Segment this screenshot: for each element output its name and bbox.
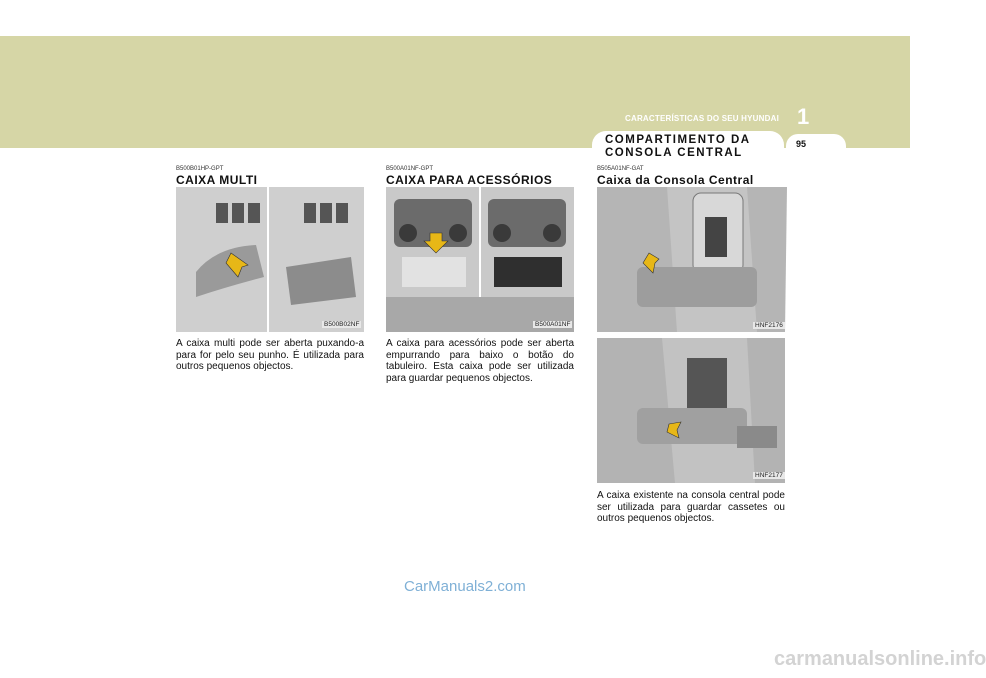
section-heading: CAIXA PARA ACESSÓRIOS (386, 173, 553, 187)
body-text: A caixa existente na consola central pode ser utilizada para guardar cassetes ou outros pequenos objectos. (597, 490, 785, 524)
multi-box-photo (176, 187, 364, 332)
page-number-tab (786, 134, 846, 154)
chapter-number: 1 (797, 104, 810, 129)
section-title: COMPARTIMENTO DA CONSOLA CENTRAL (605, 134, 751, 159)
section-code: B505A01NF-GAT (597, 166, 644, 172)
section-code: B500A01NF-GPT (386, 166, 434, 172)
console-box-photo-closed (597, 338, 785, 483)
image-caption: HNF2176 (755, 322, 783, 329)
header-top-strip (0, 0, 910, 36)
site-watermark: CarManuals2.com (404, 578, 526, 595)
footer-watermark: carmanualsonline.info (774, 648, 986, 670)
image-caption: HNF2177 (755, 472, 783, 479)
image-caption: B500A01NF (535, 321, 571, 328)
chapter-title: CARACTERÍSTICAS DO SEU HYUNDAI (625, 114, 780, 123)
console-box-photo-open (597, 187, 785, 332)
section-heading: CAIXA MULTI (176, 173, 258, 187)
image-caption: B500B02NF (324, 321, 360, 328)
body-text: A caixa multi pode ser aberta puxando-a para for pelo seu punho. É utilizada para outros pequenos objectos. (176, 338, 364, 372)
accessory-box-photo (386, 187, 574, 332)
section-code: B500B01HP-GPT (176, 166, 224, 172)
page-number: 95 (796, 139, 807, 149)
body-text: A caixa para acessórios pode ser aberta empurrando para baixo o botão do tabuleiro. Esta caixa pode ser utilizada para guardar pequenos objectos. (386, 338, 574, 384)
section-heading: Caixa da Consola Central (597, 173, 754, 187)
